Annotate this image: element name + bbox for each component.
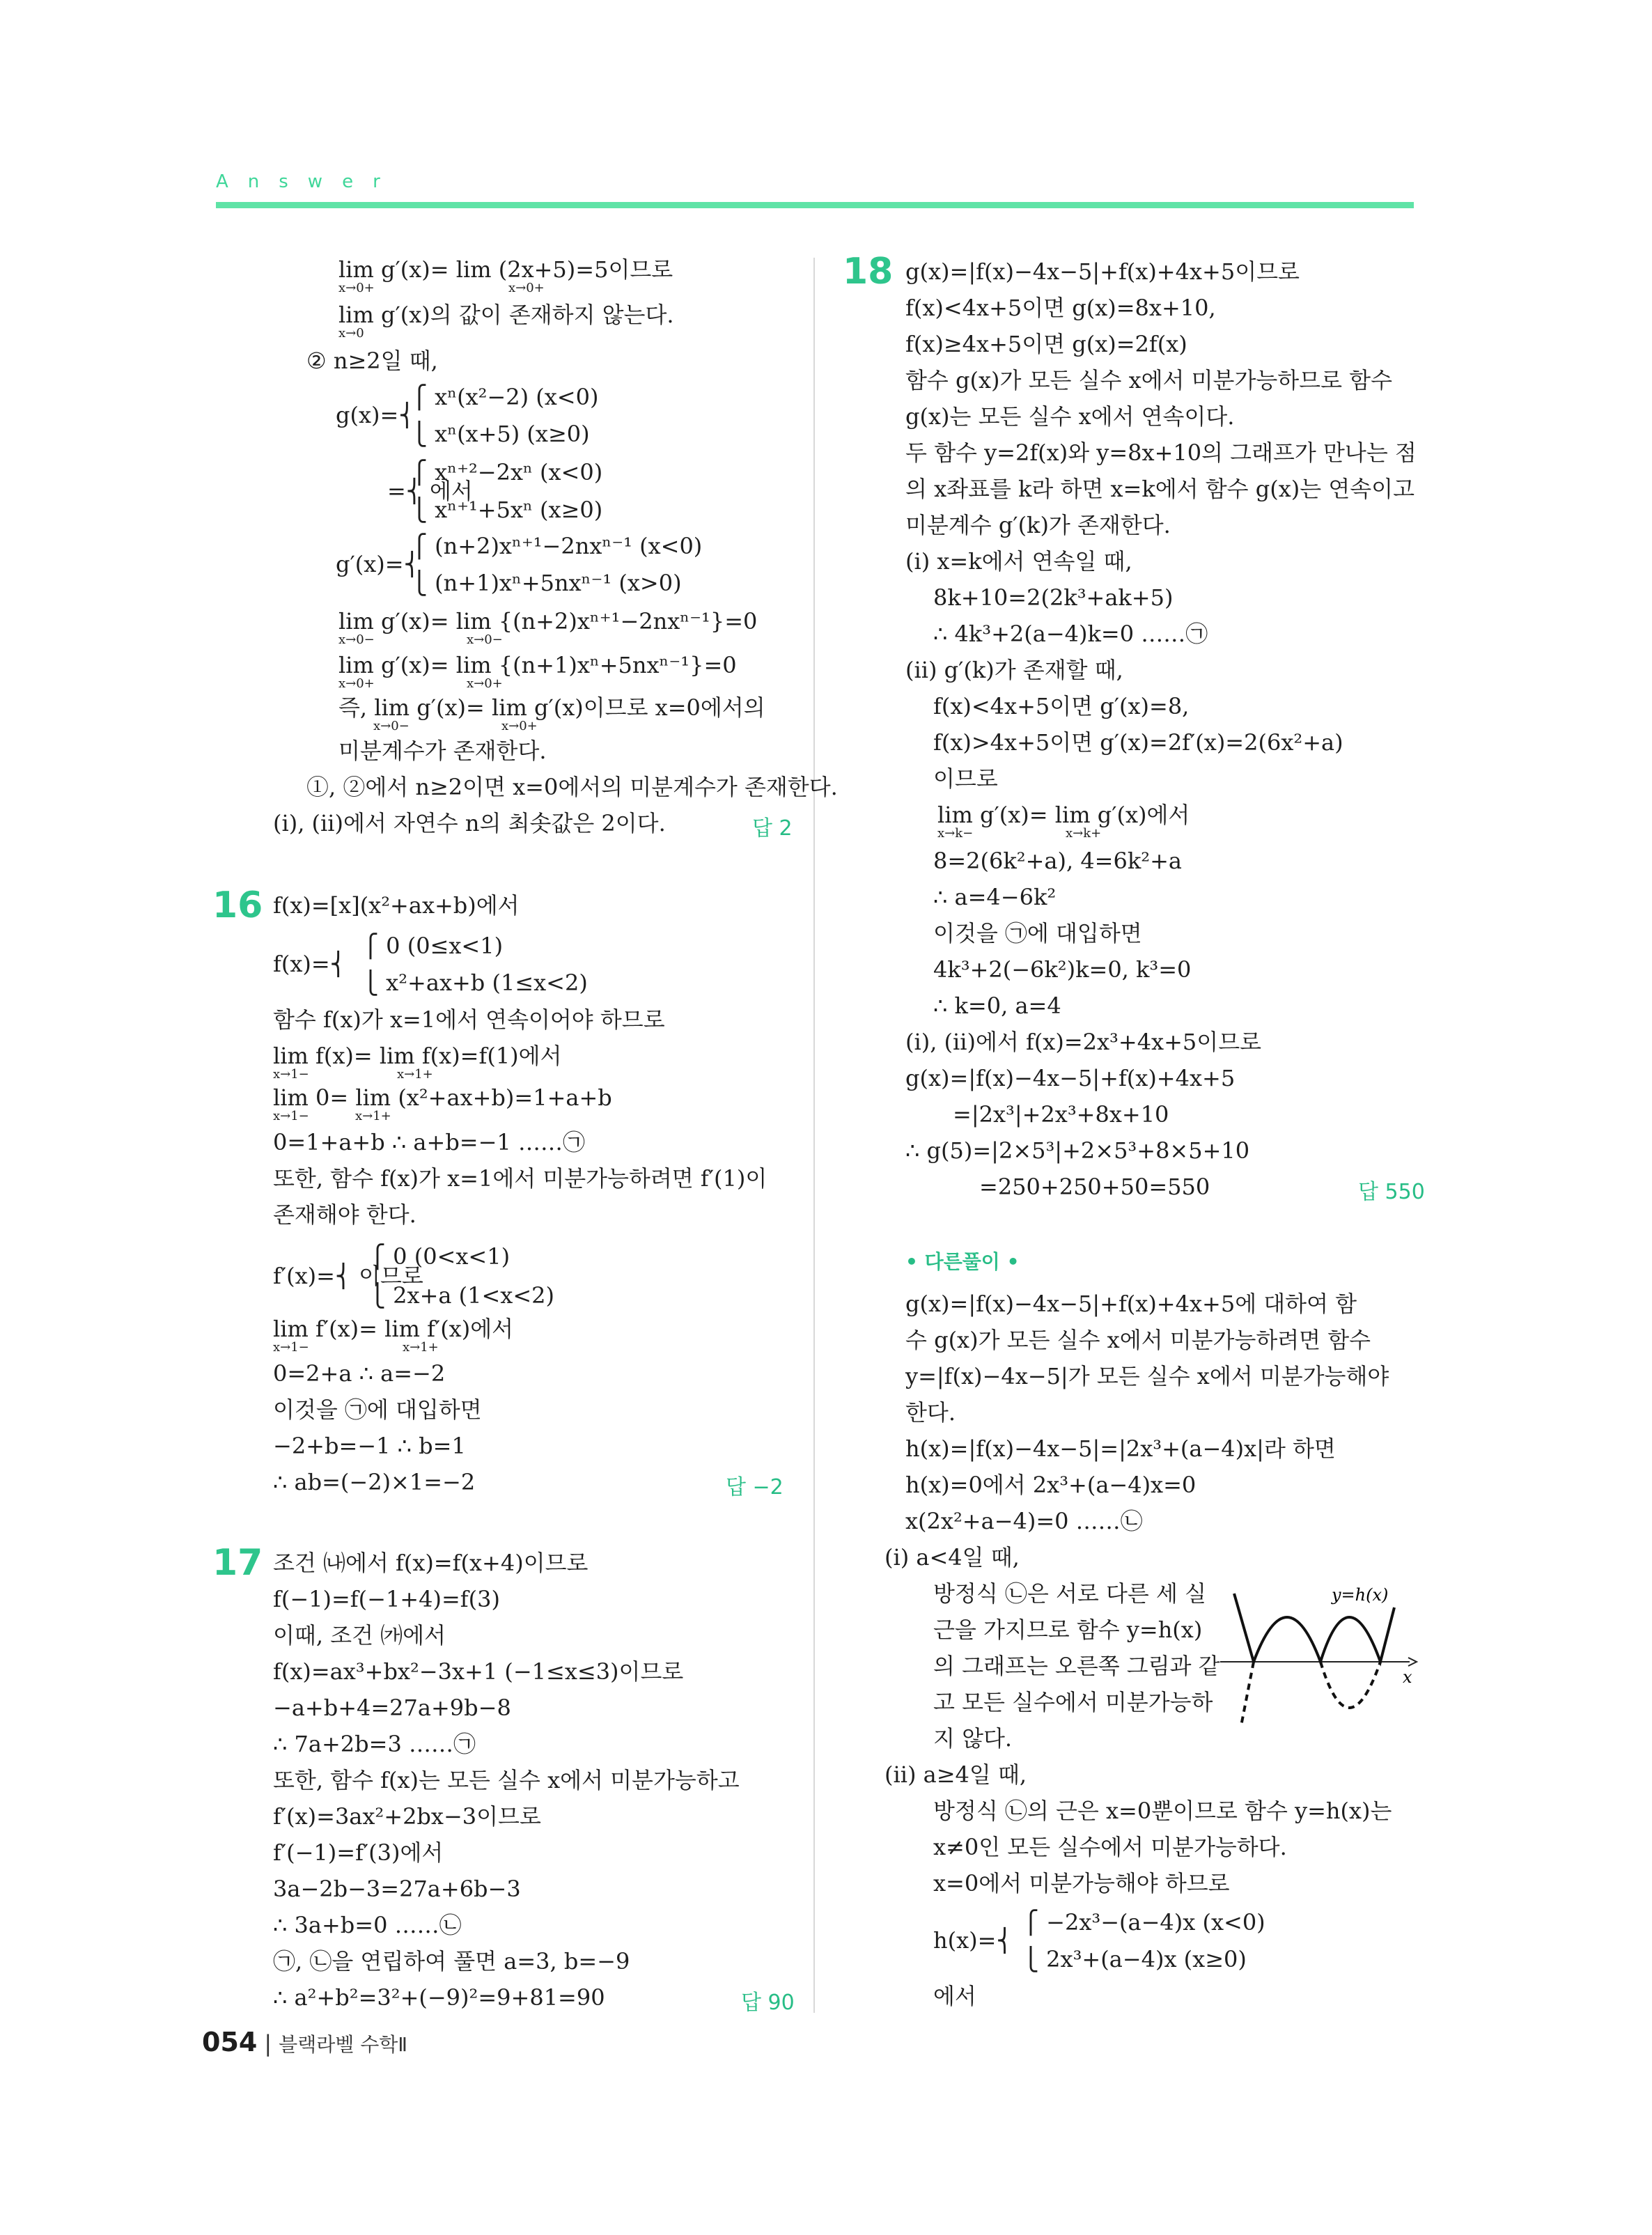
text-line: lim g′(x)= lim {(n+1)xⁿ+5nxⁿ⁻¹}=0 [338,652,737,678]
text-line: ∴ 3a+b=0 ……㉡ [273,1912,462,1938]
text-line: x(2x²+a−4)=0 ……㉡ [905,1508,1143,1534]
footer-separator: | [264,2030,272,2057]
text-line: 이므로 [933,765,998,792]
text-line: (ⅱ) a≥4일 때, [885,1761,1027,1788]
text-line: f′(x)=⎨ 이므로 [273,1263,423,1289]
text-line: 또한, 함수 f(x)는 모든 실수 x에서 미분가능하고 [273,1767,740,1793]
text-line: ⎩ x²+ax+b (1≤x<2) [362,969,588,996]
answer-15: 답 2 [752,816,793,841]
answer-18: 답 550 [1358,1180,1425,1204]
limit-subscript: x→0 [338,326,364,341]
text-line: =⎨ 에서 [387,478,473,504]
limit-subscript: x→1+ [355,1109,391,1123]
alt-solution-label: • 다른풀이 • [905,1250,1020,1273]
text-line: ⎩ xⁿ(x+5) (x≥0) [411,421,590,447]
limit-subscript: x→0− [373,719,410,733]
text-line: 한다. [905,1399,956,1426]
text-line: 8k+10=2(2k³+ak+5) [933,584,1174,611]
limit-subscript: x→1− [273,1340,309,1355]
text-line: 조건 ㈏에서 f(x)=f(x+4)이므로 [273,1550,589,1576]
text-line: 이것을 ㉠에 대입하면 [933,920,1142,947]
text-line: 미분계수 g′(k)가 존재한다. [905,512,1171,538]
limit-subscript: x→k− [937,826,974,841]
limit-subscript: x→0+ [508,281,545,295]
text-line: 8=2(6k²+a), 4=6k²+a [933,848,1182,874]
h-curve-dashed [1241,1662,1380,1726]
text-line: f′(−1)=f′(3)에서 [273,1839,444,1866]
column-divider [813,258,815,2013]
text-line: lim g′(x)의 값이 존재하지 않는다. [338,302,674,328]
text-line: x≠0인 모든 실수에서 미분가능하다. [933,1834,1287,1860]
text-line: g(x)=|f(x)−4x−5|+f(x)+4x+5이므로 [905,258,1300,285]
text-line: f(x)<4x+5이면 g(x)=8x+10, [905,295,1216,321]
limit-subscript: x→1+ [397,1067,433,1082]
text-line: ⎧ 0 (0≤x<1) [362,933,504,959]
text-line: 두 함수 y=2f(x)와 y=8x+10의 그래프가 만나는 점 [905,439,1417,466]
text-line: f(x)>4x+5이면 g′(x)=2f′(x)=2(6x²+a) [933,729,1343,756]
limit-subscript: x→0+ [467,676,503,691]
text-line: ⎧ (n+2)xⁿ⁺¹−2nxⁿ⁻¹ (x<0) [411,533,703,559]
text-line: 즉, lim g′(x)= lim g′(x)이므로 x=0에서의 [338,694,765,721]
text-line: (ⅰ), (ⅱ)에서 f(x)=2x³+4x+5이므로 [905,1029,1262,1055]
text-line: f′(x)=3ax²+2bx−3이므로 [273,1803,541,1830]
text-line: −a+b+4=27a+9b−8 [273,1695,511,1721]
text-line: f(x)≥4x+5이면 g(x)=2f(x) [905,331,1187,357]
text-line: 4k³+2(−6k²)k=0, k³=0 [933,956,1192,983]
text-line: lim f′(x)= lim f′(x)에서 [273,1316,514,1342]
text-line: =|2x³|+2x³+8x+10 [953,1101,1169,1128]
limit-subscript: x→0− [467,632,503,647]
header-rule [216,202,1414,208]
text-line: (ⅰ), (ⅱ)에서 자연수 n의 최솟값은 2이다. [273,810,666,836]
text-line: ⎧ 0 (0<x<1) [369,1243,511,1270]
curve-label: y=h(x) [1332,1585,1389,1605]
text-line: f(−1)=f(−1+4)=f(3) [273,1586,500,1612]
text-line: ∴ ab=(−2)×1=−2 [273,1469,476,1495]
text-line: x=0에서 미분가능해야 하므로 [933,1870,1230,1897]
text-line: f(x)=⎨ [273,951,347,977]
text-line: ∴ a=4−6k² [933,884,1057,910]
limit-subscript: x→0− [338,632,375,647]
limit-subscript: x→1+ [403,1340,439,1355]
text-line: g(x)=|f(x)−4x−5|+f(x)+4x+5에 대하여 함 [905,1291,1357,1317]
text-line: h(x)=⎨ [933,1927,1013,1954]
text-line: 0=1+a+b ∴ a+b=−1 ……㉠ [273,1129,585,1155]
text-line: ⎧ xⁿ(x²−2) (x<0) [411,384,599,410]
question-number-18: 18 [843,251,894,293]
text-line: h(x)=|f(x)−4x−5|=|2x³+(a−4)x|라 하면 [905,1435,1336,1462]
header-answer-label: Answer [216,171,400,192]
limit-subscript: x→0+ [501,719,538,733]
question-number-16: 16 [212,885,263,926]
text-line: g(x)=|f(x)−4x−5|+f(x)+4x+5 [905,1065,1236,1091]
text-line: ⎩ (n+1)xⁿ+5nxⁿ⁻¹ (x>0) [411,570,682,596]
text-line: 근을 가지므로 함수 y=h(x) [933,1617,1203,1643]
limit-subscript: x→0+ [338,281,375,295]
text-line: 수 g(x)가 모든 실수 x에서 미분가능하려면 함수 [905,1327,1371,1353]
text-line: lim g′(x)= lim g′(x)에서 [937,802,1190,828]
text-line: 방정식 ㉡은 서로 다른 세 실 [933,1580,1206,1607]
text-line: ⎩ 2x³+(a−4)x (x≥0) [1022,1946,1247,1972]
text-line: ①, ②에서 n≥2이면 x=0에서의 미분계수가 존재한다. [306,774,838,800]
text-line: (ⅰ) a<4일 때, [885,1544,1020,1571]
text-line: ② n≥2일 때, [306,348,438,374]
text-line: ∴ 7a+2b=3 ……㉠ [273,1731,476,1757]
text-line: lim f(x)= lim f(x)=f(1)에서 [273,1043,562,1069]
book-title: 블랙라벨 수학Ⅱ [279,2033,408,2056]
answer-16: 답 −2 [726,1475,784,1500]
text-line: 방정식 ㉡의 근은 x=0뿐이므로 함수 y=h(x)는 [933,1798,1392,1824]
text-line: ∴ a²+b²=3²+(−9)²=9+81=90 [273,1984,605,2011]
text-line: f(x)=[x](x²+ax+b)에서 [273,892,520,919]
text-line: 3a−2b−3=27a+6b−3 [273,1876,521,1902]
text-line: 함수 g(x)가 모든 실수 x에서 미분가능하므로 함수 [905,367,1392,394]
h-x-graph [1220,1580,1422,1740]
text-line: f(x)=ax³+bx²−3x+1 (−1≤x≤3)이므로 [273,1658,684,1685]
text-line: 에서 [933,1983,976,2009]
text-line: g(x)=⎨ [336,402,416,428]
answer-17: 답 90 [741,1991,795,2015]
text-line: ∴ g(5)=|2×5³|+2×5³+8×5+10 [905,1137,1250,1164]
text-line: f(x)<4x+5이면 g′(x)=8, [933,693,1190,719]
text-line: lim 0= lim (x²+ax+b)=1+a+b [273,1084,612,1111]
limit-subscript: x→k+ [1066,826,1102,841]
axis-label: x [1403,1667,1412,1687]
limit-subscript: x→1− [273,1109,309,1123]
text-line: 의 x좌표를 k라 하면 x=k에서 함수 g(x)는 연속이고 [905,476,1415,502]
text-line: 이것을 ㉠에 대입하면 [273,1396,482,1423]
text-line: g′(x)=⎨ [336,551,421,577]
text-line: ∴ 4k³+2(a−4)k=0 ……㉠ [933,621,1208,647]
text-line: ∴ k=0, a=4 [933,992,1061,1019]
text-line: 고 모든 실수에서 미분가능하 [933,1689,1213,1715]
text-line: lim g′(x)= lim (2x+5)=5이므로 [338,256,673,283]
text-line: 의 그래프는 오른쪽 그림과 같 [933,1653,1220,1679]
text-line: ⎩ xⁿ⁺¹+5xⁿ (x≥0) [411,497,603,523]
text-line: 이때, 조건 ㈎에서 [273,1622,446,1649]
text-line: 0=2+a ∴ a=−2 [273,1360,446,1387]
text-line: 또한, 함수 f(x)가 x=1에서 미분가능하려면 f′(1)이 [273,1165,767,1192]
text-line: y=|f(x)−4x−5|가 모든 실수 x에서 미분가능해야 [905,1363,1389,1389]
text-line: (ⅱ) g′(k)가 존재할 때, [905,657,1123,683]
question-number-17: 17 [212,1542,263,1584]
text-line: 지 않다. [933,1725,1013,1752]
limit-subscript: x→1− [273,1067,309,1082]
page-number: 054 [202,2027,258,2057]
page-footer [202,2027,407,2057]
text-line: ⎩ 2x+a (1<x<2) [369,1282,554,1309]
text-line: (ⅰ) x=k에서 연속일 때, [905,548,1132,575]
text-line: 함수 f(x)가 x=1에서 연속이어야 하므로 [273,1006,665,1033]
text-line: h(x)=0에서 2x³+(a−4)x=0 [905,1472,1197,1498]
text-line: lim g′(x)= lim {(n+2)xⁿ⁺¹−2nxⁿ⁻¹}=0 [338,608,758,634]
text-line: 존재해야 한다. [273,1201,416,1228]
text-line: ⎧ −2x³−(a−4)x (x<0) [1022,1909,1265,1936]
limit-subscript: x→0+ [338,676,375,691]
text-line: 미분계수가 존재한다. [338,738,547,764]
text-line: −2+b=−1 ∴ b=1 [273,1433,466,1459]
text-line: g(x)는 모든 실수 x에서 연속이다. [905,403,1235,430]
text-line: ⎧ xⁿ⁺²−2xⁿ (x<0) [411,459,603,485]
text-line: =250+250+50=550 [979,1174,1210,1200]
text-line: ㉠, ㉡을 연립하여 풀면 a=3, b=−9 [273,1948,630,1975]
